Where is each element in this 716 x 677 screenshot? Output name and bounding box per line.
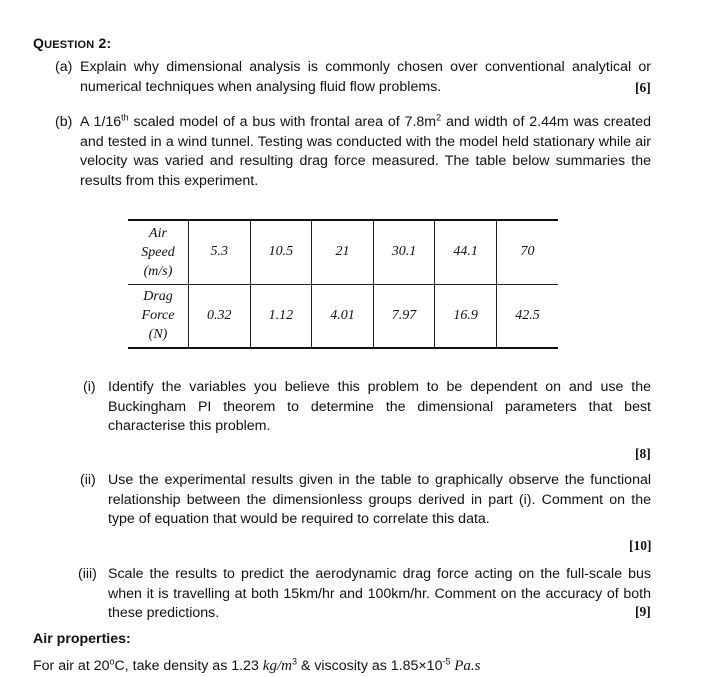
part-a-marks: [6]	[635, 80, 651, 95]
sub-iii-label: (iii)	[78, 566, 97, 582]
table-row	[128, 220, 558, 284]
sub-iii-marks: [9]	[635, 604, 651, 619]
table-cell: 16.9	[435, 284, 497, 348]
air-speed-header: Air Speed (m/s)	[128, 220, 189, 284]
table-cell: 7.97	[373, 284, 435, 348]
sub-iii-text: Scale the results to predict the aerodynamic drag force acting on the full-scale bus when it is travelling at both 15km/hr and 100km/hr. Comment on the accuracy of both these predictions.	[108, 566, 651, 621]
table-cell: 1.12	[250, 284, 312, 348]
results-table	[128, 219, 558, 349]
table-cell: 0.32	[189, 284, 251, 348]
part-b-label: (b)	[55, 114, 73, 130]
table-cell: 70	[496, 220, 558, 284]
table-cell: 42.5	[496, 284, 558, 348]
sub-ii-label: (ii)	[80, 472, 96, 488]
part-b-text: A 1/16th scaled model of a bus with frontal area of $7.8m^2$ and width of 2.44m was created and tested in a wind tunnel. Testing was conducted with the model held stationary while air velocity was varied and resulting drag force measured. The table below summaries the results from this experiment.	[80, 112, 651, 189]
table-cell: 5.3	[189, 220, 251, 284]
air-properties-text: For air at 20$^o$C, take density as 1.23 $kg/m^3$ & viscosity as $1.85\times 10^{-5}$ Pa.s	[33, 656, 481, 674]
question-title: QUESTION 2:	[33, 35, 112, 51]
table-cell: 30.1	[373, 220, 435, 284]
part-a-text: Explain why dimensional analysis is commonly chosen over conventional analytical or numerical techniques when analysing fluid flow problems.	[80, 59, 651, 95]
part-a-label: (a)	[55, 59, 73, 75]
table-cell: 4.01	[312, 284, 374, 348]
drag-force-header: Drag Force (N)	[128, 284, 189, 348]
table-cell: 21	[312, 220, 374, 284]
table-row	[128, 284, 558, 348]
sub-i-label: (i)	[83, 379, 96, 395]
air-properties-heading: Air properties:	[33, 631, 131, 647]
sub-i-marks: [8]	[635, 446, 651, 461]
sub-ii-marks: [10]	[629, 538, 652, 553]
sub-i-text: Identify the variables you believe this problem to be dependent on and use the Buckingham PI theorem to determine the dimensional parameters that best characterise this problem.	[108, 379, 651, 434]
table-cell: 44.1	[435, 220, 497, 284]
table-cell: 10.5	[250, 220, 312, 284]
sub-ii-text: Use the experimental results given in the table to graphically observe the functional relationship between the dimensionless groups derived in part (i). Comment on the type of equation that would be required to correlate this data.	[108, 472, 651, 527]
